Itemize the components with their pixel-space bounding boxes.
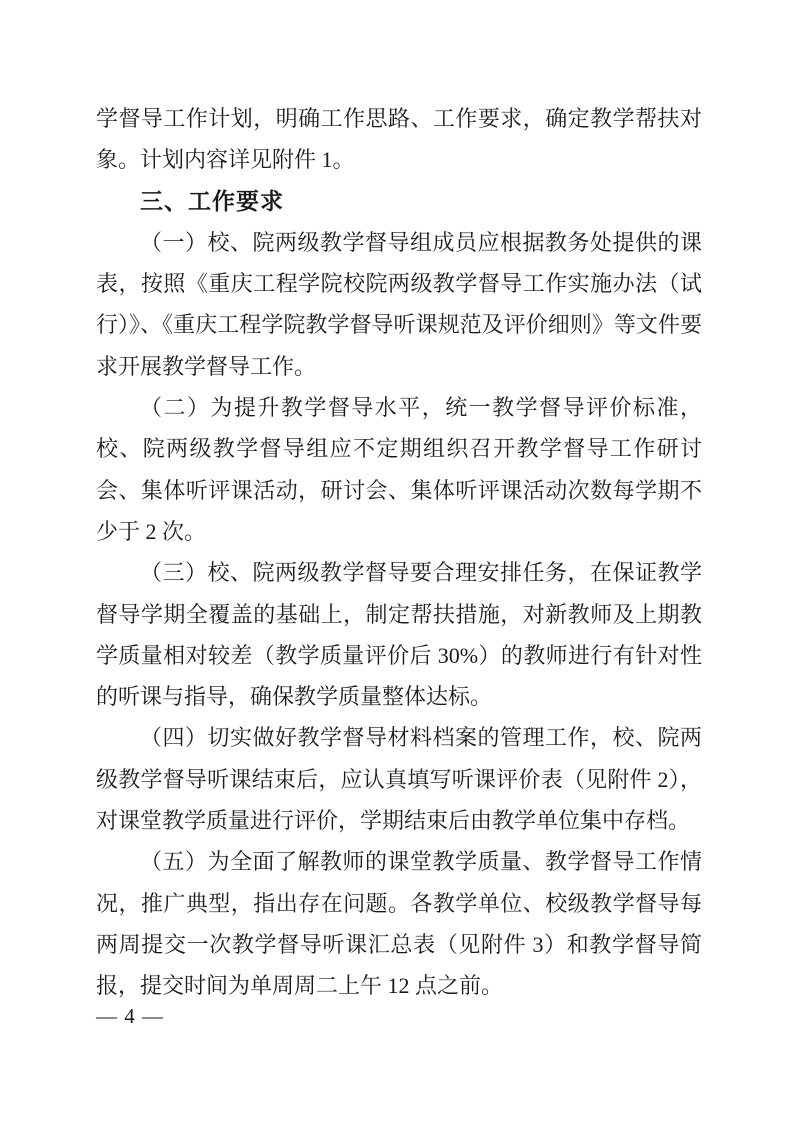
section-heading: 三、工作要求 bbox=[140, 187, 284, 214]
document-body bbox=[96, 98, 702, 1007]
paragraph-item-3: （三）校、院两级教学督导要合理安排任务，在保证教学督导学期全覆盖的基础上，制定帮扶措施，对新教师及上期教学质量相对较差（教学质量评价后 30%）的教师进行有针对性的听课与指导，确保教学质量整体达标。 bbox=[96, 560, 702, 710]
paragraph-item-2: （二）为提升教学督导水平，统一教学督导评价标准，校、院两级教学督导组应不定期组织召开教学督导工作研讨会、集体听评课活动，研讨会、集体听评课活动次数每学期不少于 2 次。 bbox=[96, 395, 702, 544]
continuation-paragraph: 学督导工作计划，明确工作思路、工作要求，确定教学帮扶对象。计划内容详见附件 1。 bbox=[96, 106, 702, 173]
paragraph-item-1: （一）校、院两级教学督导组成员应根据教务处提供的课表，按照《重庆工程学院校院两级教学督导工作实施办法（试行）》、《重庆工程学院教学督导听课规范及评价细则》等文件要求开展教学督导工作。 bbox=[96, 229, 702, 379]
paragraph-item-4: （四）切实做好教学督导材料档案的管理工作，校、院两级教学督导听课结束后，应认真填写听课评价表（见附件 2），对课堂教学质量进行评价，学期结束后由教学单位集中存档。 bbox=[96, 725, 702, 834]
page-number: — 4 — bbox=[96, 1004, 164, 1028]
paragraph-item-5: （五）为全面了解教师的课堂教学质量、教学督导工作情况，推广典型，指出存在问题。各教学单位、校级教学督导每两周提交一次教学督导听课汇总表（见附件 3）和教学督导简报，提交时间为单周周二上午 12 点之前。 bbox=[96, 849, 702, 999]
